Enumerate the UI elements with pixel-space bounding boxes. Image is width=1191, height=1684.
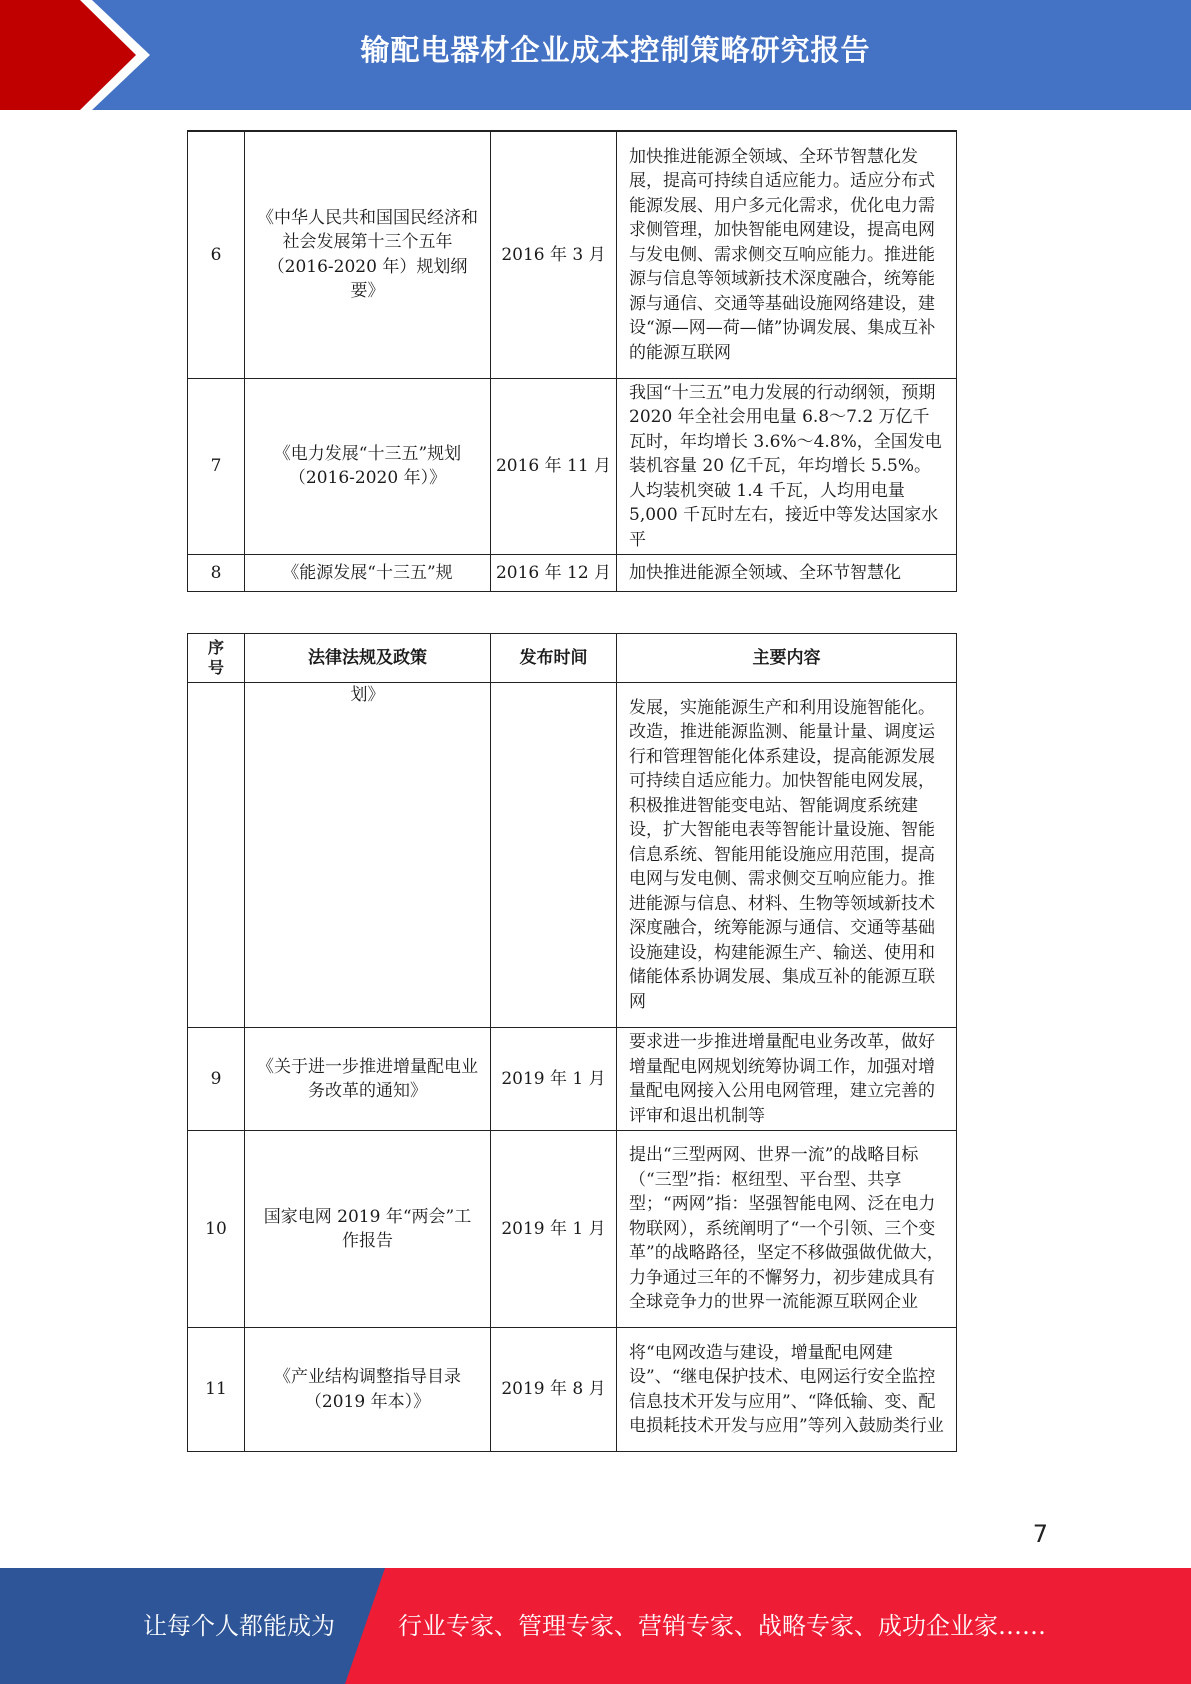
publish-date: 2016 年 11 月 — [491, 378, 617, 555]
policy-title: 划》 — [245, 683, 491, 1028]
row-number: 10 — [188, 1131, 245, 1328]
publish-date — [491, 683, 617, 1028]
table-row — [188, 1328, 957, 1452]
footer-slogan-right: 行业专家、管理专家、营销专家、战略专家、成功企业家…… — [398, 1612, 1046, 1640]
publish-date: 2019 年 8 月 — [491, 1328, 617, 1452]
policy-table-part-2 — [187, 633, 957, 1452]
table-row — [188, 1028, 957, 1131]
policy-content: 加快推进能源全领域、全环节智慧化 — [617, 555, 957, 592]
policy-title: 《电力发展“十三五”规划（2016-2020 年）》 — [245, 378, 491, 555]
publish-date: 2019 年 1 月 — [491, 1131, 617, 1328]
publish-date: 2019 年 1 月 — [491, 1028, 617, 1131]
report-title: 输配电器材企业成本控制策略研究报告 — [360, 33, 871, 67]
policy-title: 《关于进一步推进增量配电业务改革的通知》 — [245, 1028, 491, 1131]
policy-content: 将“电网改造与建设，增量配电网建设”、“继电保护技术、电网运行安全监控信息技术开发与应用”、“降低输、变、配电损耗技术开发与应用”等列入鼓励类行业 — [617, 1328, 957, 1452]
header-main-content: 主要内容 — [617, 634, 957, 683]
policy-content: 提出“三型两网、世界一流”的战略目标（“三型”指：枢纽型、平台型、共享型；“两网”指：坚强智能电网、泛在电力物联网），系统阐明了“一个引领、三个变革”的战略路径，坚定不移做强做优做大，力争通过三年的不懈努力，初步建成具有全球竞争力的世界一流能源互联网企业 — [617, 1131, 957, 1328]
policy-title: 《产业结构调整指导目录（2019 年本）》 — [245, 1328, 491, 1452]
row-number — [188, 683, 245, 1028]
policy-table-part-1 — [187, 130, 957, 592]
row-number: 6 — [188, 131, 245, 378]
policy-title: 国家电网 2019 年“两会”工作报告 — [245, 1131, 491, 1328]
table-row — [188, 378, 957, 555]
footer-slogan-left: 让每个人都能成为 — [143, 1612, 335, 1640]
policy-content: 我国“十三五”电力发展的行动纲领，预期 2020 年全社会用电量 6.8～7.2 万亿千瓦时，年均增长 3.6%～4.8%，全国发电装机容量 20 亿千瓦，年均增长 5.5%。人均装机突破 1.4 千瓦，人均用电量 5,000 千瓦时左右，接近中等发达国家水平 — [617, 378, 957, 555]
table-row — [188, 683, 957, 1028]
table-row — [188, 131, 957, 378]
publish-date: 2016 年 3 月 — [491, 131, 617, 378]
header-number: 序号 — [188, 634, 245, 683]
row-number: 9 — [188, 1028, 245, 1131]
policy-content: 加快推进能源全领域、全环节智慧化发展，提高可持续自适应能力。适应分布式能源发展、用户多元化需求，优化电力需求侧管理，加快智能电网建设，提高电网与发电侧、需求侧交互响应能力。推进能源与信息等领域新技术深度融合，统筹能源与通信、交通等基础设施网络建设，建设“源—网—荷—储”协调发展、集成互补的能源互联网 — [617, 131, 957, 378]
row-number: 11 — [188, 1328, 245, 1452]
policy-content: 要求进一步推进增量配电业务改革，做好增量配电网规划统筹协调工作，加强对增量配电网接入公用电网管理，建立完善的评审和退出机制等 — [617, 1028, 957, 1131]
table-row — [188, 1131, 957, 1328]
row-number: 7 — [188, 378, 245, 555]
page-header — [0, 0, 1191, 110]
header-policy-title: 法律法规及政策 — [245, 634, 491, 683]
publish-date: 2016 年 12 月 — [491, 555, 617, 592]
page-footer — [0, 1568, 1191, 1684]
policy-title: 《中华人民共和国国民经济和社会发展第十三个五年（2016-2020 年）规划纲要》 — [245, 131, 491, 378]
table-header-row — [188, 634, 957, 683]
row-number: 8 — [188, 555, 245, 592]
policy-content: 发展，实施能源生产和利用设施智能化。改造，推进能源监测、能量计量、调度运行和管理智能化体系建设，提高能源发展可持续自适应能力。加快智能电网发展，积极推进智能变电站、智能调度系统建设，扩大智能电表等智能计量设施、智能信息系统、智能用能设施应用范围，提高电网与发电侧、需求侧交互响应能力。推进能源与信息、材料、生物等领域新技术深度融合，统筹能源与通信、交通等基础设施建设，构建能源生产、输送、使用和储能体系协调发展、集成互补的能源互联网 — [617, 683, 957, 1028]
policy-title: 《能源发展“十三五”规 — [245, 555, 491, 592]
table-row — [188, 555, 957, 592]
page-number: 7 — [1032, 1520, 1048, 1548]
header-publish-date: 发布时间 — [491, 634, 617, 683]
